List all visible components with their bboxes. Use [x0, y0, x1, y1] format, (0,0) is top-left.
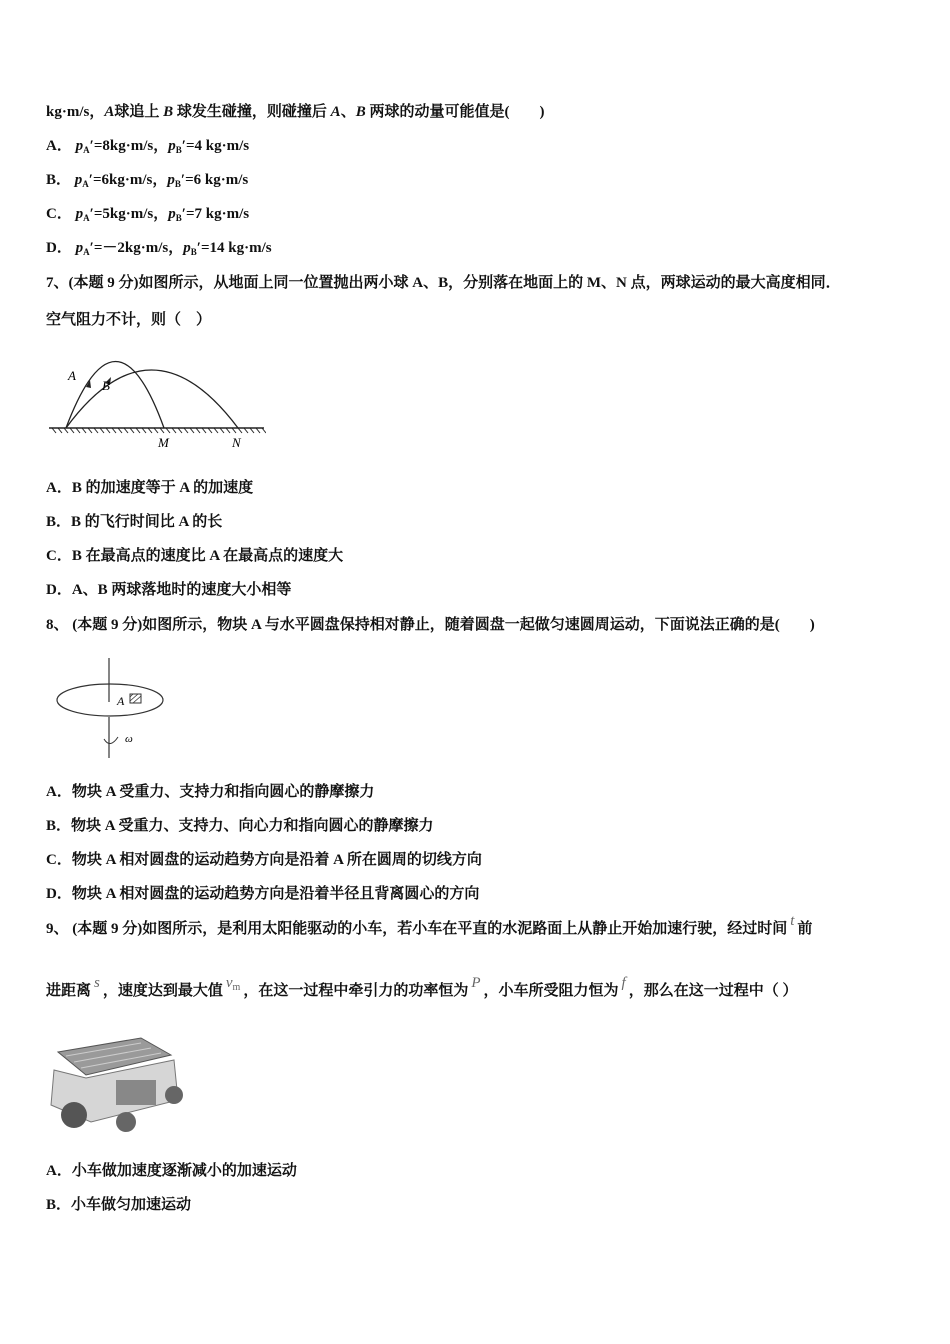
sub: A [82, 179, 89, 189]
sub: B [190, 247, 197, 257]
label-omega: ω [125, 733, 133, 745]
projectile-figure [46, 345, 266, 455]
q7-option-d[interactable]: D．A、B 两球落地时的速度大小相等 [46, 582, 292, 598]
text: 、 [340, 104, 356, 120]
q8-option-d[interactable]: D．物块 A 相对圆盘的运动趋势方向是沿着半径且背离圆心的方向 [46, 886, 480, 902]
p: p [75, 138, 84, 154]
text: =14 kg·m/s [200, 240, 272, 256]
p: p [183, 240, 191, 256]
q7-option-a[interactable]: A．B 的加速度等于 A 的加速度 [46, 480, 254, 496]
q8-option-a[interactable]: A．物块 A 受重力、支持力和指向圆心的静摩擦力 [46, 784, 375, 800]
q6-option-a[interactable] [46, 137, 249, 159]
var-t: t [790, 913, 795, 929]
q9-stem-line2 [46, 975, 798, 1005]
label-a: A [68, 368, 76, 383]
sub: A [83, 145, 90, 155]
label-b: B [102, 378, 110, 393]
prime: ′ [89, 240, 94, 256]
q8-option-c[interactable]: C．物块 A 相对圆盘的运动趋势方向是沿着 A 所在圆周的切线方向 [46, 852, 482, 868]
var-f: f [621, 975, 626, 991]
q6-option-c[interactable] [46, 205, 249, 227]
prime: ′ [89, 138, 94, 154]
prime: ′ [88, 172, 93, 188]
text: 进距离 [46, 983, 92, 999]
solar-car-image [46, 1030, 186, 1140]
text: ，在这一过程中牵引力的功率恒为 [243, 983, 469, 999]
text: =8kg·m/s， [93, 138, 169, 154]
q7-stem-line2: 空气阻力不计，则（ ） [46, 312, 212, 328]
sub: B [175, 145, 182, 155]
text: 9、 (本题 9 分)如图所示，是利用太阳能驱动的小车，若小车在平直的水泥路面上从静止开始加速行驶，经过时间 [46, 921, 788, 937]
wheel [165, 1086, 183, 1104]
label-a: A [117, 694, 125, 708]
q6-option-d[interactable] [46, 239, 272, 261]
text: =6 kg·m/s [185, 172, 249, 188]
text: =4 kg·m/s [185, 138, 250, 154]
p: p [74, 172, 83, 188]
text: 球发生碰撞，则碰撞后 [176, 104, 327, 120]
p: p [167, 172, 175, 188]
q6-option-b[interactable] [46, 171, 248, 193]
sub: A [83, 247, 90, 257]
text: ，那么在这一过程中（ ） [628, 983, 798, 999]
option-label: A． [46, 138, 72, 154]
label-m: M [158, 435, 169, 450]
label-n: N [232, 435, 241, 450]
text: A [330, 104, 341, 120]
text: =6kg·m/s， [92, 172, 168, 188]
q7-stem-line1: 7、(本题 9 分)如图所示，从地面上同一位置抛出两小球 A、B，分别落在地面上的 M、N 点，两球运动的最大高度相同． [46, 275, 841, 291]
text: 球追上 [114, 104, 160, 120]
disk [57, 684, 163, 716]
var-vm [223, 975, 243, 991]
prime: ′ [180, 172, 186, 188]
p: p [75, 240, 84, 256]
text: ，速度达到最大值 [102, 983, 223, 999]
wheel [116, 1112, 136, 1132]
q9-option-b[interactable]: B．小车做匀加速运动 [46, 1197, 192, 1213]
q7-option-b[interactable]: B．B 的飞行时间比 A 的长 [46, 514, 223, 530]
sub: m [232, 982, 241, 993]
q6-stem-continued [46, 103, 544, 121]
text: A [104, 104, 115, 120]
text: B [355, 104, 366, 120]
option-label: B． [46, 172, 72, 188]
trajectory-a [66, 362, 164, 429]
prime: ′ [181, 206, 186, 222]
prime: ′ [89, 206, 94, 222]
v: v [225, 975, 233, 991]
rotating-disk-figure [50, 655, 180, 765]
rotation-arrow-icon [104, 737, 118, 744]
option-label: C． [46, 206, 72, 222]
p: p [168, 138, 176, 154]
sub: B [175, 213, 182, 223]
var-p: P [471, 975, 481, 991]
text: ，小车所受阻力恒为 [483, 983, 619, 999]
text: =7 kg·m/s [185, 206, 250, 222]
p: p [75, 206, 84, 222]
motor [116, 1080, 156, 1105]
q7-option-c[interactable]: C．B 在最高点的速度比 A 在最高点的速度大 [46, 548, 344, 564]
prime: ′ [196, 240, 201, 256]
sub: A [83, 213, 90, 223]
prime: ′ [181, 138, 186, 154]
text: =－2kg·m/s， [93, 240, 184, 256]
p: p [168, 206, 176, 222]
text: 两球的动量可能值是( ) [369, 104, 545, 120]
wheel [61, 1102, 87, 1128]
option-label: D． [46, 240, 72, 256]
q8-stem: 8、 (本题 9 分)如图所示，物块 A 与水平圆盘保持相对静止，随着圆盘一起做匀速圆周运动，下面说法正确的是( ) [46, 617, 815, 633]
text: 前 [797, 921, 813, 937]
text: B [163, 104, 174, 120]
sub: B [174, 179, 181, 189]
q9-stem-line1 [46, 913, 813, 938]
var-s: s [94, 975, 100, 991]
q8-option-b[interactable]: B．物块 A 受重力、支持力、向心力和指向圆心的静摩擦力 [46, 818, 434, 834]
q9-option-a[interactable]: A．小车做加速度逐渐减小的加速运动 [46, 1163, 297, 1179]
text: =5kg·m/s， [93, 206, 169, 222]
text: kg·m/s， [46, 104, 105, 120]
